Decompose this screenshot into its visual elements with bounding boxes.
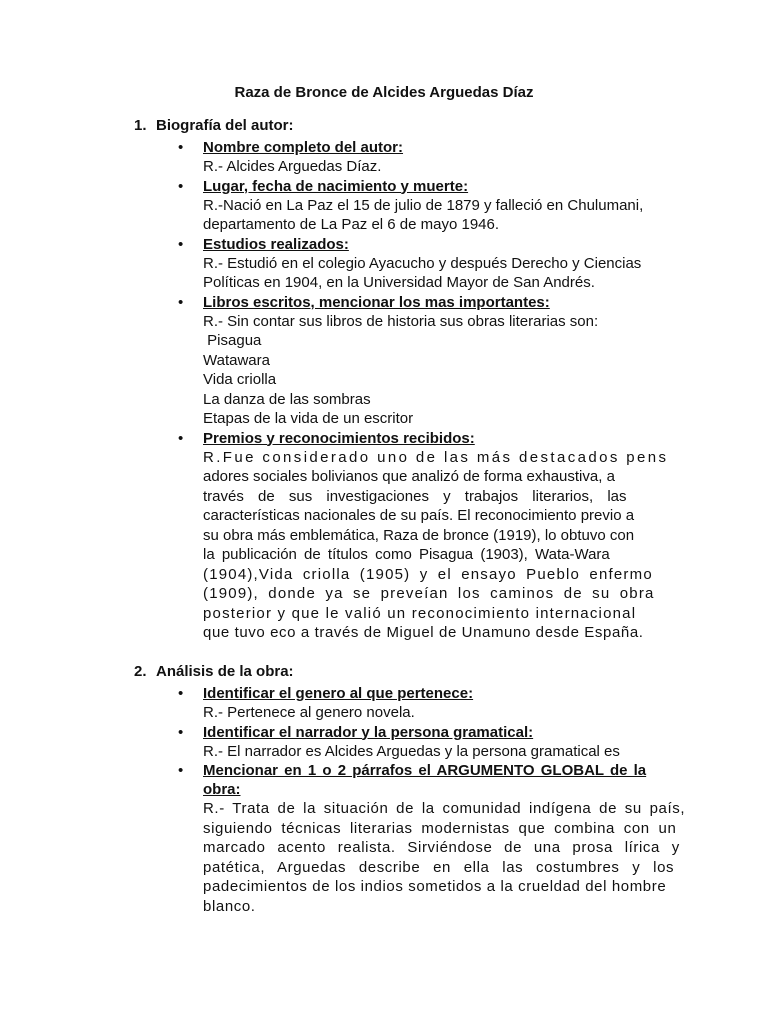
section-number: 1. bbox=[134, 117, 147, 134]
item-answer-line: Políticas en 1904, en la Universidad Mayor de San Andrés. bbox=[203, 274, 595, 291]
item-question: Libros escritos, mencionar los mas importantes: bbox=[203, 293, 550, 311]
book-title: Watawara bbox=[203, 351, 270, 369]
item-question: Lugar, fecha de nacimiento y muerte: bbox=[203, 177, 469, 195]
item-question: Identificar el genero al que pertenece: bbox=[203, 685, 474, 702]
item-answer-line: que tuvo eco a través de Miguel de Unamuno desde España. bbox=[203, 624, 644, 641]
item-question-line: Mencionar en 1 o 2 párrafos el ARGUMENTO GLOBAL de la bbox=[203, 762, 647, 779]
bullet-icon: • bbox=[178, 139, 184, 156]
item-answer: R.- Pertenece al genero novela. bbox=[203, 704, 415, 721]
book-title: La danza de las sombras bbox=[203, 390, 371, 408]
section-analisis bbox=[134, 661, 694, 916]
book-title: Etapas de la vida de un escritor bbox=[203, 410, 414, 427]
item-answer-line: siguiendo técnicas literarias modernistas que combina con un bbox=[203, 819, 677, 837]
item-question-line: obra: bbox=[203, 781, 241, 798]
document-title: Raza de Bronce de Alcides Arguedas Díaz bbox=[234, 84, 534, 101]
list-item bbox=[134, 138, 694, 177]
bullet-icon: • bbox=[178, 685, 184, 702]
section-heading bbox=[134, 115, 694, 136]
item-answer-line: departamento de La Paz el 6 de mayo 1946. bbox=[203, 216, 500, 233]
item-answer-line: R.- Estudió en el colegio Ayacucho y después Derecho y Ciencias bbox=[203, 254, 642, 272]
item-answer-line: adores sociales bolivianos que analizó de forma exhaustiva, a bbox=[203, 468, 615, 485]
section-heading-text: Biografía del autor: bbox=[156, 117, 294, 134]
list-item bbox=[134, 761, 694, 916]
bullet-icon: • bbox=[178, 177, 184, 195]
item-answer-line: padecimientos de los indios sometidos a la crueldad del hombre bbox=[203, 878, 667, 895]
item-answer-line: características nacionales de su país. El reconocimiento previo a bbox=[203, 507, 635, 524]
section-heading bbox=[134, 661, 694, 682]
book-title: Pisagua bbox=[203, 332, 262, 349]
bullet-icon: • bbox=[178, 235, 184, 253]
item-answer-line: patética, Arguedas describe en ella las costumbres y los bbox=[203, 858, 675, 876]
item-answer-line: (1904),Vida criolla (1905) y el ensayo Pueblo enfermo bbox=[203, 565, 653, 583]
bullet-icon: • bbox=[178, 293, 184, 311]
list-item bbox=[134, 684, 694, 723]
book-title: Vida criolla bbox=[203, 371, 277, 388]
item-answer: R.- El narrador es Alcides Arguedas y la persona gramatical es bbox=[203, 742, 620, 760]
list-item bbox=[134, 235, 694, 293]
section-number: 2. bbox=[134, 663, 147, 680]
bullet-icon: • bbox=[178, 429, 184, 447]
item-question: Estudios realizados: bbox=[203, 235, 349, 253]
item-answer-line: través de sus investigaciones y trabajos literarios, las bbox=[203, 487, 627, 505]
item-answer-line: la publicación de títulos como Pisagua (1903), Wata-Wara bbox=[203, 546, 610, 563]
item-question: Premios y reconocimientos recibidos: bbox=[203, 429, 475, 447]
item-question: Identificar el narrador y la persona gramatical: bbox=[203, 723, 534, 741]
bullet-icon: • bbox=[178, 723, 184, 741]
list-item bbox=[134, 723, 694, 762]
list-item bbox=[134, 293, 694, 429]
item-answer-line: R.- Trata de la situación de la comunidad indígena de su país, bbox=[203, 800, 686, 817]
list-item bbox=[134, 177, 694, 235]
item-answer-line: blanco. bbox=[203, 897, 256, 915]
item-answer-line: su obra más emblemática, Raza de bronce (1919), lo obtuvo con bbox=[203, 526, 635, 544]
item-answer-line: R.Fue considerado uno de las más destacados pens bbox=[203, 448, 669, 466]
item-question: Nombre completo del autor: bbox=[203, 139, 404, 156]
item-answer-line: (1909), donde ya se preveían los caminos de su obra bbox=[203, 585, 655, 602]
item-answer-line: posterior y que le valió un reconocimiento internacional bbox=[203, 604, 637, 622]
section-heading-text: Análisis de la obra: bbox=[156, 663, 294, 680]
item-answer: R.- Alcides Arguedas Díaz. bbox=[203, 158, 382, 175]
bullet-icon: • bbox=[178, 762, 184, 779]
section-biografia bbox=[134, 115, 694, 643]
item-answer-line: marcado acento realista. Sirviéndose de una prosa lírica y bbox=[203, 839, 680, 856]
item-answer-line: R.- Sin contar sus libros de historia sus obras literarias son: bbox=[203, 312, 599, 330]
item-answer-line: R.-Nació en La Paz el 15 de julio de 1879 y falleció en Chulumani, bbox=[203, 196, 644, 214]
list-item bbox=[134, 429, 694, 643]
